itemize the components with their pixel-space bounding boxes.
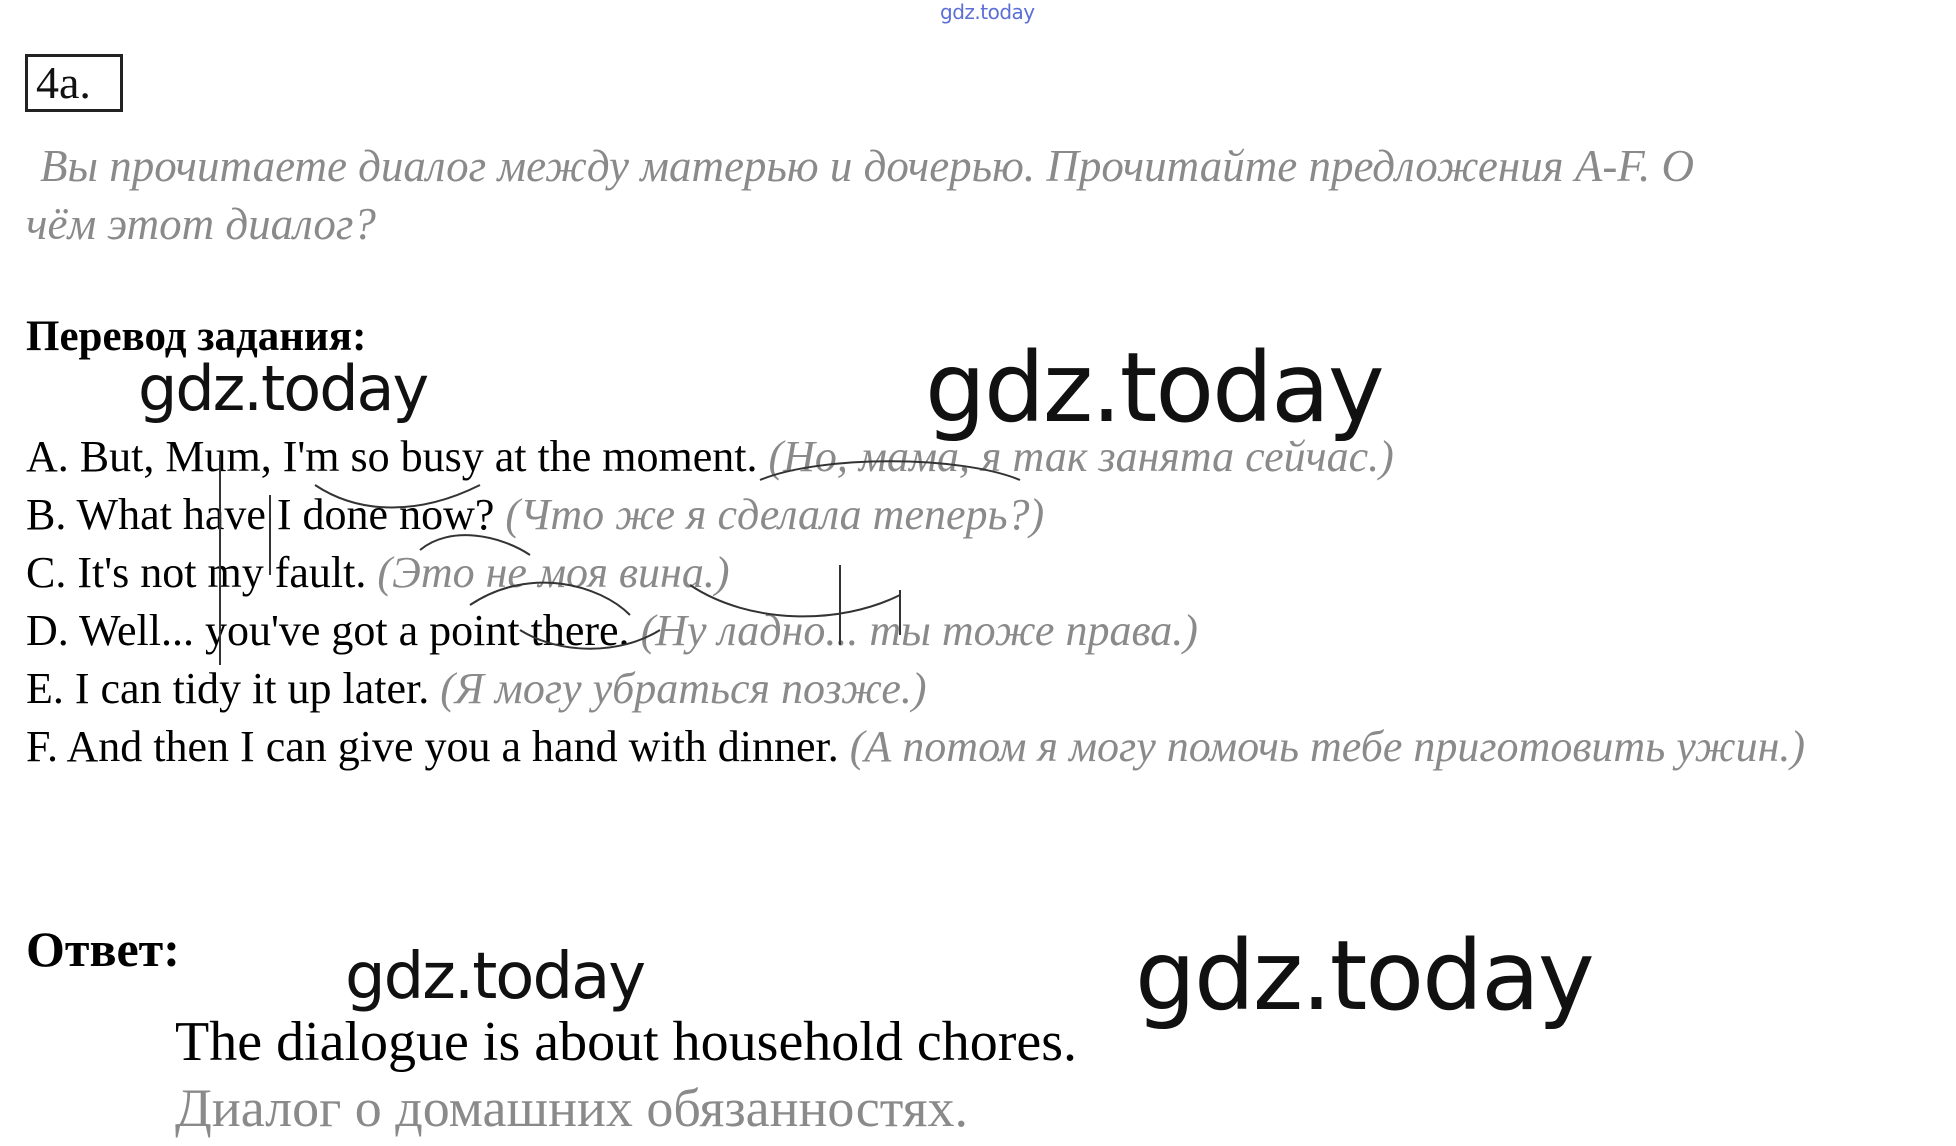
sentence-e — [26, 660, 1936, 718]
watermark-3: gdz.today — [345, 940, 645, 1014]
instruction-line-1: Вы прочитаете диалог между матерью и дочерью. Прочитайте предложения A-F. О — [40, 141, 1694, 191]
sentence-e-ru: (Я могу убраться позже.) — [440, 664, 927, 713]
sentence-c-en: C. It's not my fault. — [26, 548, 367, 597]
answer-heading: Ответ: — [26, 921, 180, 977]
sentence-c-ru: (Это не моя вина.) — [377, 548, 730, 597]
sentence-c — [26, 544, 1936, 602]
sentence-f-ru: (А потом я могу помочь тебе приготовить ужин.) — [849, 722, 1806, 771]
instruction — [26, 137, 1926, 253]
task-number-box: 4a. — [25, 54, 123, 112]
sentence-d — [26, 602, 1936, 660]
watermark-4: gdz.today — [1135, 920, 1593, 1032]
sentence-f — [26, 718, 1936, 776]
top-watermark: gdz.today — [940, 0, 1035, 24]
sentence-e-en: E. I can tidy it up later. — [26, 664, 430, 713]
sentence-b — [26, 486, 1936, 544]
sentence-b-ru: (Что же я сделала теперь?) — [505, 490, 1045, 539]
sentence-list — [26, 428, 1936, 776]
instruction-line-2: чём этот диалог? — [26, 199, 376, 249]
answer-russian: Диалог о домашних обязанностях. — [175, 1078, 968, 1138]
sentence-f-en: F. And then I can give you a hand with dinner. — [26, 722, 839, 771]
sentence-d-ru: (Ну ладно... ты тоже права.) — [640, 606, 1198, 655]
watermark-2: gdz.today — [925, 332, 1383, 444]
watermark-1: gdz.today — [138, 352, 428, 425]
sentence-a-ru: (Но, мама, я так занята сейчас.) — [768, 432, 1394, 481]
sentence-b-en: B. What have I done now? — [26, 490, 495, 539]
translation-heading: Перевод задания: — [26, 313, 367, 360]
sentence-a-en: A. But, Mum, I'm so busy at the moment. — [26, 432, 758, 481]
sentence-d-en: D. Well... you've got a point there. — [26, 606, 630, 655]
answer-english: The dialogue is about household chores. — [175, 1011, 1078, 1073]
